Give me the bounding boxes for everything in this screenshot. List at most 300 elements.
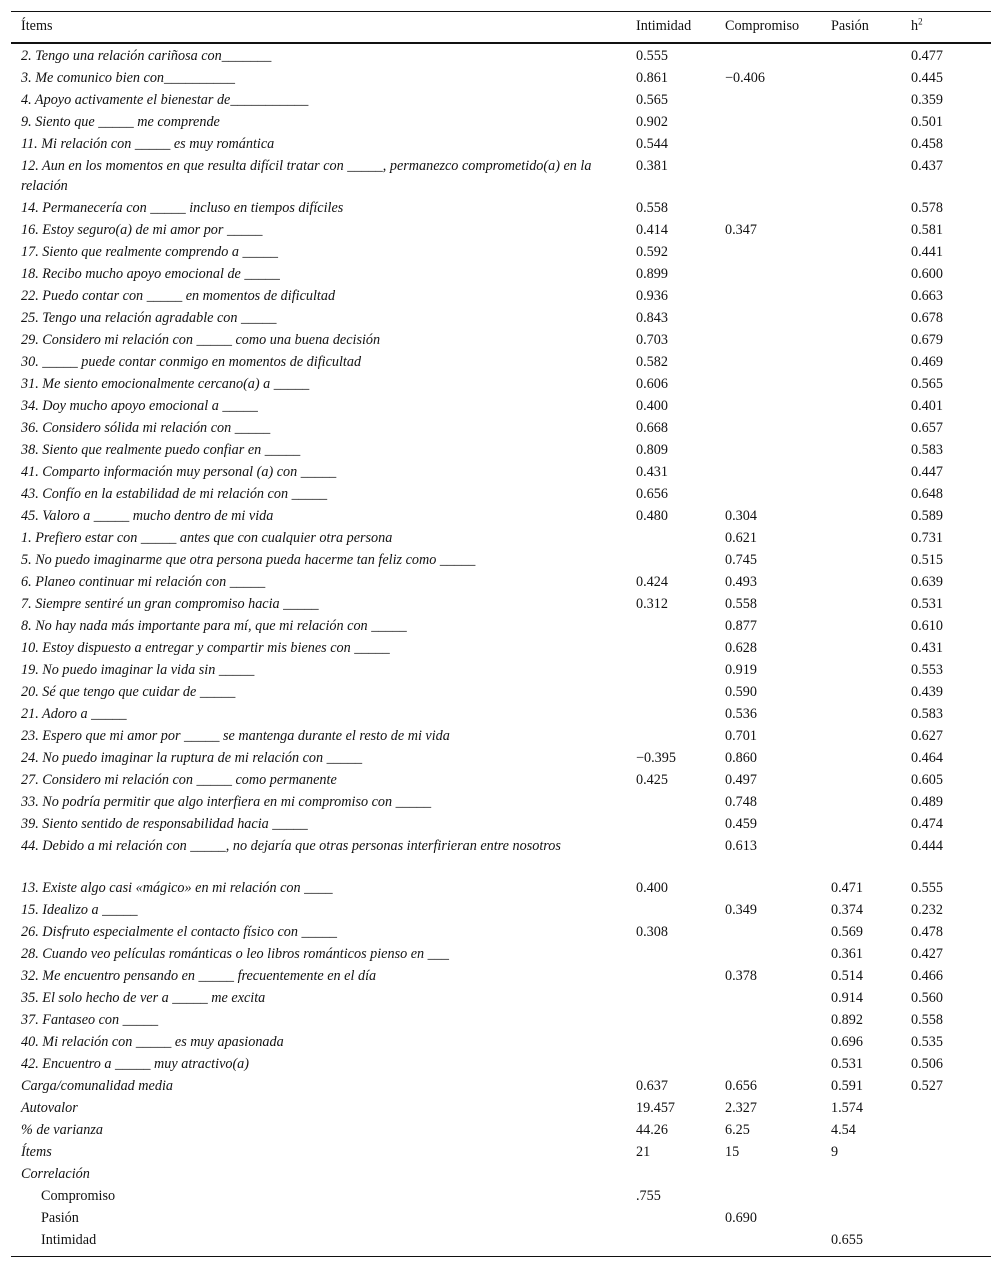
- cell-h2: 0.474: [911, 815, 943, 832]
- cell-h2: 0.447: [911, 463, 943, 480]
- cell-pasion: 1.574: [831, 1099, 863, 1116]
- cell-item: 15. Idealizo a _____: [21, 901, 138, 918]
- cell-compromiso: 0.558: [725, 595, 757, 612]
- cell-intimidad: 0.424: [636, 573, 668, 590]
- cell-intimidad: 0.809: [636, 441, 668, 458]
- cell-item: 1. Prefiero estar con _____ antes que con cualquier otra persona: [21, 529, 393, 546]
- cell-item: 24. No puedo imaginar la ruptura de mi relación con _____: [21, 749, 363, 766]
- cell-h2: 0.581: [911, 221, 943, 238]
- cell-intimidad: 0.582: [636, 353, 668, 370]
- cell-item: 12. Aun en los momentos en que resulta difícil tratar con _____, permanezco comprometido(a) en la relación: [21, 157, 592, 194]
- cell-intimidad: .755: [636, 1187, 661, 1204]
- cell-pasion: [831, 198, 911, 220]
- cell-intimidad: [636, 1230, 725, 1257]
- cell-intimidad: 0.414: [636, 221, 668, 238]
- cell-h2: 0.583: [911, 705, 943, 722]
- cell-intimidad: 0.843: [636, 309, 668, 326]
- cell-pasion: 0.361: [831, 945, 863, 962]
- cell-item: 16. Estoy seguro(a) de mi amor por _____: [21, 221, 263, 238]
- cell-pasion: [831, 352, 911, 374]
- cell-item: 22. Puedo contar con _____ en momentos de dificultad: [21, 287, 336, 304]
- cell-item: 23. Espero que mi amor por _____ se mantenga durante el resto de mi vida: [21, 727, 450, 744]
- cell-compromiso: 0.493: [725, 573, 757, 590]
- table-row: [11, 878, 991, 900]
- table-row: [11, 1164, 991, 1186]
- cell-item: 42. Encuentro a _____ muy atractivo(a): [21, 1055, 250, 1072]
- cell-intimidad: 0.703: [636, 331, 668, 348]
- cell-intimidad: [636, 814, 725, 836]
- cell-intimidad: [636, 660, 725, 682]
- table-row: [11, 374, 991, 396]
- cell-intimidad: 44.26: [636, 1121, 668, 1138]
- cell-compromiso: 0.497: [725, 771, 757, 788]
- cell-h2: 0.610: [911, 617, 943, 634]
- table-row: [11, 506, 991, 528]
- cell-h2: 0.605: [911, 771, 943, 788]
- cell-compromiso: [725, 922, 831, 944]
- cell-h2: [911, 1098, 991, 1120]
- cell-compromiso: [725, 396, 831, 418]
- cell-pasion: [831, 528, 911, 550]
- cell-h2: 0.359: [911, 91, 943, 108]
- cell-item: 28. Cuando veo películas románticas o leo libros románticos pienso en ___: [21, 945, 449, 962]
- cell-compromiso: 0.536: [725, 705, 757, 722]
- cell-h2: 0.678: [911, 309, 943, 326]
- cell-h2: 0.477: [911, 47, 943, 64]
- table-row: [11, 836, 991, 878]
- cell-pasion: [831, 748, 911, 770]
- cell-intimidad: 0.656: [636, 485, 668, 502]
- header-items: Ítems: [11, 12, 636, 43]
- cell-compromiso: [725, 440, 831, 462]
- cell-pasion: [831, 264, 911, 286]
- cell-compromiso: 0.701: [725, 727, 757, 744]
- cell-h2: 0.531: [911, 595, 943, 612]
- table-row: [11, 484, 991, 506]
- cell-item: 29. Considero mi relación con _____ como una buena decisión: [21, 331, 381, 348]
- cell-compromiso: [725, 418, 831, 440]
- cell-pasion: 4.54: [831, 1121, 856, 1138]
- table-row: [11, 1054, 991, 1076]
- cell-h2: [911, 1186, 991, 1208]
- cell-intimidad: 0.558: [636, 199, 668, 216]
- table-row: [11, 418, 991, 440]
- cell-compromiso: [725, 112, 831, 134]
- cell-compromiso: [725, 134, 831, 156]
- cell-item: 25. Tengo una relación agradable con _____: [21, 309, 277, 326]
- cell-compromiso: [725, 878, 831, 900]
- cell-pasion: [831, 308, 911, 330]
- cell-intimidad: 0.544: [636, 135, 668, 152]
- cell-compromiso: [725, 484, 831, 506]
- cell-compromiso: 0.860: [725, 749, 757, 766]
- table-row: [11, 1230, 991, 1257]
- cell-compromiso: 0.919: [725, 661, 757, 678]
- cell-item: 17. Siento que realmente comprendo a _____: [21, 243, 279, 260]
- cell-item: 37. Fantaseo con _____: [21, 1011, 159, 1028]
- cell-compromiso: 0.347: [725, 221, 757, 238]
- cell-intimidad: 0.381: [636, 157, 668, 174]
- table-row: [11, 1120, 991, 1142]
- cell-item: 35. El solo hecho de ver a _____ me excita: [21, 989, 266, 1006]
- table-row: [11, 1010, 991, 1032]
- table-row: [11, 1186, 991, 1208]
- table-row: [11, 792, 991, 814]
- cell-h2: [911, 1208, 991, 1230]
- cell-pasion: [831, 1186, 911, 1208]
- cell-compromiso: [725, 1164, 831, 1186]
- table-row: [11, 704, 991, 726]
- cell-item: 40. Mi relación con _____ es muy apasionada: [21, 1033, 284, 1050]
- table-row: [11, 198, 991, 220]
- cell-pasion: 0.892: [831, 1011, 863, 1028]
- cell-h2: 0.445: [911, 69, 943, 86]
- cell-pasion: [831, 418, 911, 440]
- cell-intimidad: [636, 900, 725, 922]
- cell-h2: 0.657: [911, 419, 943, 436]
- cell-compromiso: 0.378: [725, 967, 757, 984]
- cell-h2: 0.560: [911, 989, 943, 1006]
- cell-h2: 0.466: [911, 967, 943, 984]
- cell-h2: 0.535: [911, 1033, 943, 1050]
- cell-compromiso: [725, 1010, 831, 1032]
- table-row: [11, 264, 991, 286]
- cell-pasion: [831, 242, 911, 264]
- cell-pasion: [831, 374, 911, 396]
- cell-item: 31. Me siento emocionalmente cercano(a) a _____: [21, 375, 310, 392]
- cell-compromiso: 0.613: [725, 837, 757, 854]
- cell-pasion: [831, 156, 911, 198]
- cell-compromiso: [725, 43, 831, 68]
- cell-intimidad: [636, 1032, 725, 1054]
- cell-intimidad: [636, 966, 725, 988]
- table-row: [11, 112, 991, 134]
- cell-item: 14. Permanecería con _____ incluso en tiempos difíciles: [21, 199, 344, 216]
- cell-item: 6. Planeo continuar mi relación con _____: [21, 573, 266, 590]
- cell-pasion: [831, 682, 911, 704]
- header-h2-base: h: [911, 18, 919, 35]
- cell-intimidad: [636, 704, 725, 726]
- cell-compromiso: [725, 1230, 831, 1257]
- table-row: [11, 1208, 991, 1230]
- cell-intimidad: [636, 550, 725, 572]
- cell-intimidad: 0.606: [636, 375, 668, 392]
- cell-compromiso: 6.25: [725, 1121, 750, 1138]
- cell-compromiso: 0.590: [725, 683, 757, 700]
- cell-h2: 0.427: [911, 945, 943, 962]
- cell-intimidad: 0.400: [636, 397, 668, 414]
- cell-h2: 0.627: [911, 727, 943, 744]
- cell-h2: 0.437: [911, 157, 943, 174]
- cell-item: 41. Comparto información muy personal (a) con _____: [21, 463, 337, 480]
- cell-compromiso: [725, 242, 831, 264]
- cell-compromiso: [725, 1032, 831, 1054]
- cell-item: 13. Existe algo casi «mágico» en mi relación con ____: [21, 879, 333, 896]
- cell-item: 38. Siento que realmente puedo confiar en _____: [21, 441, 301, 458]
- cell-compromiso: [725, 944, 831, 966]
- cell-pasion: [831, 484, 911, 506]
- cell-item: 45. Valoro a _____ mucho dentro de mi vida: [21, 507, 274, 524]
- cell-pasion: [831, 1164, 911, 1186]
- cell-compromiso: [725, 1186, 831, 1208]
- cell-item: Intimidad: [11, 1230, 636, 1257]
- cell-item: Compromiso: [41, 1187, 116, 1204]
- cell-intimidad: 0.902: [636, 113, 668, 130]
- cell-item: 33. No podría permitir que algo interfiera en mi compromiso con _____: [21, 793, 432, 810]
- table-row: [11, 528, 991, 550]
- table-row: [11, 242, 991, 264]
- cell-pasion: [831, 616, 911, 638]
- cell-item: 18. Recibo mucho apoyo emocional de _____: [21, 265, 280, 282]
- cell-intimidad: 0.861: [636, 69, 668, 86]
- cell-pasion: [831, 134, 911, 156]
- cell-item: 20. Sé que tengo que cuidar de _____: [21, 683, 236, 700]
- cell-item: 9. Siento que _____ me comprende: [21, 113, 220, 130]
- table-row: [11, 726, 991, 748]
- cell-item: 43. Confío en la estabilidad de mi relación con _____: [21, 485, 328, 502]
- cell-intimidad: −0.395: [636, 749, 676, 766]
- factor-loadings-table: [11, 11, 991, 1257]
- cell-h2: 0.600: [911, 265, 943, 282]
- cell-h2: 0.469: [911, 353, 943, 370]
- table-row: [11, 1076, 991, 1098]
- cell-intimidad: 0.400: [636, 879, 668, 896]
- cell-pasion: [831, 330, 911, 352]
- cell-pasion: [831, 814, 911, 836]
- cell-item: Pasión: [41, 1209, 79, 1226]
- cell-intimidad: 0.668: [636, 419, 668, 436]
- cell-pasion: [831, 112, 911, 134]
- cell-pasion: [831, 506, 911, 528]
- table-row: [11, 1142, 991, 1164]
- cell-compromiso: 0.656: [725, 1077, 757, 1094]
- cell-pasion: 0.531: [831, 1055, 863, 1072]
- table-row: [11, 43, 991, 68]
- cell-pasion: [831, 43, 911, 68]
- cell-item: 27. Considero mi relación con _____ como permanente: [21, 771, 337, 788]
- cell-intimidad: [636, 944, 725, 966]
- cell-pasion: [831, 594, 911, 616]
- cell-pasion: [831, 638, 911, 660]
- cell-intimidad: [636, 988, 725, 1010]
- cell-h2: 0.464: [911, 749, 943, 766]
- cell-pasion: [831, 68, 911, 90]
- cell-h2: 0.679: [911, 331, 943, 348]
- table-row: [11, 814, 991, 836]
- cell-intimidad: 0.480: [636, 507, 668, 524]
- cell-item: 39. Siento sentido de responsabilidad hacia _____: [21, 815, 308, 832]
- table-row: [11, 550, 991, 572]
- header-pasion: Pasión: [831, 12, 911, 43]
- cell-pasion: [831, 704, 911, 726]
- table-row: [11, 286, 991, 308]
- cell-compromiso: 0.349: [725, 901, 757, 918]
- table-row: [11, 1032, 991, 1054]
- cell-item: 2. Tengo una relación cariñosa con_______: [21, 47, 272, 64]
- cell-h2: 0.489: [911, 793, 943, 810]
- cell-compromiso: 15: [725, 1143, 740, 1160]
- cell-item: Correlación: [21, 1165, 90, 1182]
- header-h2-sup: 2: [918, 16, 923, 27]
- cell-h2: 0.555: [911, 879, 943, 896]
- cell-item: 34. Doy mucho apoyo emocional a _____: [21, 397, 258, 414]
- cell-pasion: 9: [831, 1143, 839, 1160]
- cell-intimidad: [636, 1010, 725, 1032]
- table-row: [11, 594, 991, 616]
- table-row: [11, 944, 991, 966]
- cell-intimidad: 0.308: [636, 923, 668, 940]
- cell-compromiso: 0.621: [725, 529, 757, 546]
- cell-pasion: [831, 836, 911, 878]
- cell-pasion: [831, 90, 911, 112]
- cell-pasion: 0.374: [831, 901, 863, 918]
- cell-compromiso: [725, 352, 831, 374]
- cell-pasion: 0.569: [831, 923, 863, 940]
- cell-item: 44. Debido a mi relación con _____, no dejaría que otras personas interfirieran entre nosotros: [21, 837, 561, 854]
- cell-h2: [911, 1142, 991, 1164]
- cell-pasion: [831, 550, 911, 572]
- cell-compromiso: 0.459: [725, 815, 757, 832]
- cell-pasion: [831, 770, 911, 792]
- header-intimidad: Intimidad: [636, 12, 725, 43]
- cell-item: 3. Me comunico bien con__________: [21, 69, 235, 86]
- cell-intimidad: [636, 1164, 725, 1186]
- cell-compromiso: [725, 374, 831, 396]
- table-row: [11, 682, 991, 704]
- table-row: [11, 462, 991, 484]
- cell-pasion: 0.514: [831, 967, 863, 984]
- table-row: [11, 966, 991, 988]
- cell-item: 8. No hay nada más importante para mí, que mi relación con _____: [21, 617, 407, 634]
- cell-h2: 0.648: [911, 485, 943, 502]
- cell-pasion: [831, 396, 911, 418]
- cell-item: 11. Mi relación con _____ es muy romántica: [21, 135, 275, 152]
- cell-h2: 0.431: [911, 639, 943, 656]
- cell-compromiso: 0.745: [725, 551, 757, 568]
- table-row: [11, 440, 991, 462]
- cell-item: 26. Disfruto especialmente el contacto físico con _____: [21, 923, 338, 940]
- cell-item: 10. Estoy dispuesto a entregar y compartir mis bienes con _____: [21, 639, 390, 656]
- cell-compromiso: 2.327: [725, 1099, 757, 1116]
- cell-item: 30. _____ puede contar conmigo en momentos de dificultad: [21, 353, 362, 370]
- cell-item: 5. No puedo imaginarme que otra persona pueda hacerme tan feliz como _____: [21, 551, 476, 568]
- table-row: [11, 988, 991, 1010]
- cell-pasion: [831, 726, 911, 748]
- cell-pasion: [831, 792, 911, 814]
- cell-intimidad: 0.592: [636, 243, 668, 260]
- cell-h2: 0.439: [911, 683, 943, 700]
- cell-intimidad: [636, 682, 725, 704]
- cell-intimidad: 19.457: [636, 1099, 676, 1116]
- cell-compromiso: [725, 1054, 831, 1076]
- cell-h2: [911, 1230, 991, 1257]
- cell-intimidad: [636, 792, 725, 814]
- cell-h2: 0.527: [911, 1077, 943, 1094]
- cell-h2: 0.458: [911, 135, 943, 152]
- cell-compromiso: 0.304: [725, 507, 757, 524]
- header-compromiso: Compromiso: [725, 12, 831, 43]
- cell-compromiso: 0.748: [725, 793, 757, 810]
- table-row: [11, 396, 991, 418]
- cell-pasion: [831, 220, 911, 242]
- table-row: [11, 220, 991, 242]
- table-row: [11, 748, 991, 770]
- cell-intimidad: 0.936: [636, 287, 668, 304]
- cell-pasion: [831, 1208, 911, 1230]
- cell-compromiso: [725, 156, 831, 198]
- cell-compromiso: [725, 264, 831, 286]
- table-row: [11, 308, 991, 330]
- cell-compromiso: 0.690: [725, 1209, 757, 1226]
- table-row: [11, 638, 991, 660]
- table-row: [11, 352, 991, 374]
- cell-h2: 0.515: [911, 551, 943, 568]
- table-row: [11, 68, 991, 90]
- cell-intimidad: 0.555: [636, 47, 668, 64]
- cell-compromiso: [725, 90, 831, 112]
- cell-intimidad: [636, 616, 725, 638]
- table-row: [11, 90, 991, 112]
- cell-item: Autovalor: [21, 1099, 78, 1116]
- cell-h2: 0.578: [911, 199, 943, 216]
- cell-item: Ítems: [21, 1143, 52, 1160]
- table-row: [11, 330, 991, 352]
- cell-intimidad: [636, 638, 725, 660]
- cell-intimidad: [636, 1208, 725, 1230]
- cell-intimidad: 0.312: [636, 595, 668, 612]
- cell-item: 21. Adoro a _____: [21, 705, 127, 722]
- table-header-row: [11, 12, 991, 43]
- cell-pasion: 0.696: [831, 1033, 863, 1050]
- header-h2: [911, 12, 991, 43]
- cell-pasion: [831, 462, 911, 484]
- table-row: [11, 572, 991, 594]
- cell-pasion: 0.471: [831, 879, 863, 896]
- cell-pasion: 0.591: [831, 1077, 863, 1094]
- table-row: [11, 900, 991, 922]
- cell-compromiso: [725, 988, 831, 1010]
- cell-h2: 0.589: [911, 507, 943, 524]
- cell-item: 32. Me encuentro pensando en _____ frecuentemente en el día: [21, 967, 377, 984]
- table-row: [11, 616, 991, 638]
- cell-h2: 0.441: [911, 243, 943, 260]
- cell-intimidad: [636, 528, 725, 550]
- cell-h2: 0.553: [911, 661, 943, 678]
- cell-h2: 0.501: [911, 113, 943, 130]
- cell-item: 7. Siempre sentiré un gran compromiso hacia _____: [21, 595, 319, 612]
- cell-pasion: [831, 286, 911, 308]
- cell-pasion: 0.655: [831, 1230, 911, 1257]
- cell-h2: 0.478: [911, 923, 943, 940]
- table-row: [11, 1098, 991, 1120]
- table-row: [11, 156, 991, 198]
- cell-compromiso: 0.628: [725, 639, 757, 656]
- cell-compromiso: [725, 308, 831, 330]
- cell-item: Carga/comunalidad media: [21, 1077, 173, 1094]
- cell-h2: 0.639: [911, 573, 943, 590]
- cell-compromiso: [725, 330, 831, 352]
- table-row: [11, 660, 991, 682]
- table-body: [11, 43, 991, 1257]
- table-row: [11, 770, 991, 792]
- cell-h2: [911, 1164, 991, 1186]
- cell-h2: 0.444: [911, 837, 943, 854]
- cell-h2: 0.558: [911, 1011, 943, 1028]
- table-row: [11, 134, 991, 156]
- cell-pasion: [831, 660, 911, 682]
- cell-h2: 0.232: [911, 901, 943, 918]
- cell-pasion: [831, 440, 911, 462]
